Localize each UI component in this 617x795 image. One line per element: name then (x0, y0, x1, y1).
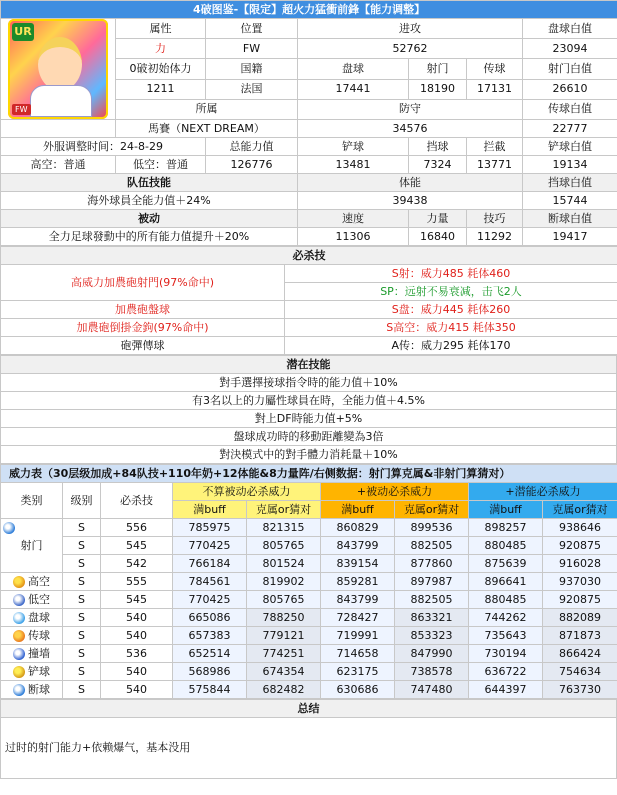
power-value-cell: 770425 (173, 537, 247, 555)
power-value-cell: 875639 (469, 555, 543, 573)
high-icon (13, 576, 25, 588)
skill-power-cell: 540 (101, 627, 173, 645)
group-base: 不算被动必杀威力 (173, 483, 321, 501)
value-attribute: 力 (116, 39, 206, 59)
power-value-cell: 728427 (321, 609, 395, 627)
power-value-cell: 730194 (469, 645, 543, 663)
label-power: 力量 (409, 210, 467, 228)
table-row (1, 519, 617, 537)
table-row (1, 555, 617, 573)
value-shoot-white: 26610 (523, 79, 617, 99)
power-value-cell: 738578 (395, 663, 469, 681)
label-physical: 体能 (298, 174, 523, 192)
label-position: 位置 (206, 19, 298, 39)
power-value-cell: 770425 (173, 591, 247, 609)
skill-power-cell: 545 (101, 591, 173, 609)
potential-item: 對上DF時能力值+5% (1, 410, 617, 428)
value-club: 馬賽（NEXT DREAM） (116, 120, 298, 138)
label-intercept-white: 断球白值 (523, 210, 617, 228)
power-value-cell: 859281 (321, 573, 395, 591)
label-total: 总能力值 (206, 138, 298, 156)
power-value-cell: 805765 (247, 591, 321, 609)
value-passive: 全力足球發動中的所有能力值提升＋20% (1, 228, 298, 246)
special-skills-table (0, 246, 617, 355)
page-title: 4破图鉴-【限定】超火力猛衝前鋒【能力调整】 (1, 1, 617, 19)
special-skill-4-power: A传：威力295 耗体170 (285, 337, 617, 355)
pass-icon (13, 630, 25, 642)
power-value-cell: 665086 (173, 609, 247, 627)
power-value-cell: 785975 (173, 519, 247, 537)
power-value-cell: 763730 (543, 681, 617, 699)
category-cell (1, 645, 63, 663)
power-value-cell: 871873 (543, 627, 617, 645)
value-attack: 52762 (298, 39, 523, 59)
player-face (38, 37, 82, 91)
table-row (1, 573, 617, 591)
value-dribble: 17441 (298, 79, 409, 99)
power-value-cell: 880485 (469, 537, 543, 555)
power-value-cell: 774251 (247, 645, 321, 663)
player-shirt (30, 85, 92, 117)
group-passive: +被动必杀威力 (321, 483, 469, 501)
power-value-cell: 819902 (247, 573, 321, 591)
label-tackle-white: 铲球白值 (523, 138, 617, 156)
summary-text: 过时的射门能力+依赖爆气，基本没用 (1, 718, 617, 779)
power-value-cell: 747480 (395, 681, 469, 699)
power-value-cell: 821315 (247, 519, 321, 537)
value-dribble-white: 23094 (523, 39, 617, 59)
power-value-cell: 920875 (543, 591, 617, 609)
sub-full-buff: 满buff (469, 501, 543, 519)
category-label: 射门 (20, 538, 43, 552)
skill-power-cell: 540 (101, 609, 173, 627)
value-defense: 34576 (298, 120, 523, 138)
value-intercept: 13771 (467, 156, 523, 174)
value-total: 126776 (206, 156, 298, 174)
level-cell: S (63, 537, 101, 555)
group-potential: +潜能必杀威力 (469, 483, 617, 501)
power-value-cell: 623175 (321, 663, 395, 681)
power-value-cell: 882505 (395, 591, 469, 609)
skill-power-cell: 540 (101, 663, 173, 681)
label-block: 挡球 (409, 138, 467, 156)
value-position: FW (206, 39, 298, 59)
label-passive: 被动 (1, 210, 298, 228)
category-label: 盘球 (28, 610, 50, 624)
label-tackle: 铲球 (298, 138, 409, 156)
level-cell: S (63, 645, 101, 663)
value-block-white: 15744 (523, 192, 617, 210)
power-value-cell: 801524 (247, 555, 321, 573)
sub-full-buff: 满buff (173, 501, 247, 519)
label-shoot-white: 射门白值 (523, 59, 617, 79)
label-defense: 防守 (298, 99, 523, 119)
power-value-cell: 788250 (247, 609, 321, 627)
power-value-cell: 880485 (469, 591, 543, 609)
power-value-cell: 644397 (469, 681, 543, 699)
power-value-cell: 938646 (543, 519, 617, 537)
power-value-cell: 719991 (321, 627, 395, 645)
label-update-date: 外服调整时间：24-8-29 (1, 138, 206, 156)
label-club: 所属 (116, 99, 298, 119)
value-intercept-white: 19417 (523, 228, 617, 246)
level-cell: S (63, 555, 101, 573)
summary-header: 总结 (1, 700, 617, 718)
category-cell (1, 591, 63, 609)
special-header: 必杀技 (1, 247, 617, 265)
col-category: 类别 (1, 483, 63, 519)
table-row (1, 609, 617, 627)
value-physical: 39438 (298, 192, 523, 210)
value-team-skill: 海外球員全能力值＋24% (1, 192, 298, 210)
value-shoot: 18190 (409, 79, 467, 99)
label-intercept: 拦截 (467, 138, 523, 156)
power-value-cell: 937030 (543, 573, 617, 591)
value-technique: 11292 (467, 228, 523, 246)
skill-power-cell: 536 (101, 645, 173, 663)
level-cell: S (63, 609, 101, 627)
level-cell: S (63, 627, 101, 645)
label-attribute: 属性 (116, 19, 206, 39)
label-pass: 传球 (467, 59, 523, 79)
value-stamina: 1211 (116, 79, 206, 99)
power-value-cell: 754634 (543, 663, 617, 681)
power-table (0, 464, 617, 699)
low-icon (13, 594, 25, 606)
category-label: 传球 (28, 628, 50, 642)
power-value-cell: 916028 (543, 555, 617, 573)
player-card (1, 19, 116, 120)
power-value-cell: 779121 (247, 627, 321, 645)
category-cell (1, 573, 63, 591)
power-value-cell: 805765 (247, 537, 321, 555)
label-technique: 技巧 (467, 210, 523, 228)
skill-power-cell: 545 (101, 537, 173, 555)
special-skill-1: 高威力加農砲射門(97%命中) (1, 265, 285, 301)
category-label: 断球 (28, 682, 50, 696)
table-row (1, 537, 617, 555)
power-value-cell: 898257 (469, 519, 543, 537)
category-cell (1, 681, 63, 699)
value-block: 7324 (409, 156, 467, 174)
special-skill-2: 加農砲盤球 (1, 301, 285, 319)
power-value-cell: 863321 (395, 609, 469, 627)
power-value-cell: 847990 (395, 645, 469, 663)
skill-power-cell: 555 (101, 573, 173, 591)
col-level: 级别 (63, 483, 101, 519)
level-cell: S (63, 591, 101, 609)
potential-item: 對手選擇接球指令時的能力值＋10% (1, 374, 617, 392)
power-value-cell: 853323 (395, 627, 469, 645)
label-team-skill: 队伍技能 (1, 174, 298, 192)
power-value-cell: 575844 (173, 681, 247, 699)
special-skill-1-sp: SP：远射不易衰减，击飞2人 (285, 283, 617, 301)
table-row (1, 591, 617, 609)
rarity-badge: UR (12, 23, 34, 41)
value-power: 16840 (409, 228, 467, 246)
special-skill-1-power: S射：威力485 耗体460 (285, 265, 617, 283)
dribble-icon (13, 612, 25, 624)
potential-item: 對決模式中的對手體力消耗量＋10% (1, 446, 617, 464)
power-value-cell: 735643 (469, 627, 543, 645)
skill-power-cell: 540 (101, 681, 173, 699)
value-pass-white: 22777 (523, 120, 617, 138)
power-value-cell: 674354 (247, 663, 321, 681)
power-value-cell: 897987 (395, 573, 469, 591)
intercept-icon (13, 684, 25, 696)
value-tackle-white: 19134 (523, 156, 617, 174)
power-value-cell: 920875 (543, 537, 617, 555)
power-header: 威力表（30层级加成+84队技+110年奶+12体能&8力量阵/右侧数据：射门算克属&非射门算猜对） (1, 465, 617, 483)
potential-item: 有3名以上的力屬性球員在時，全能力值＋4.5% (1, 392, 617, 410)
category-label: 铲球 (28, 664, 50, 678)
power-value-cell: 866424 (543, 645, 617, 663)
label-shoot: 射门 (409, 59, 467, 79)
power-value-cell: 714658 (321, 645, 395, 663)
power-value-cell: 860829 (321, 519, 395, 537)
power-value-cell: 882505 (395, 537, 469, 555)
special-skill-2-power: S盘：威力445 耗体260 (285, 301, 617, 319)
power-value-cell: 896641 (469, 573, 543, 591)
sub-counter: 克属or猜对 (247, 501, 321, 519)
power-value-cell: 568986 (173, 663, 247, 681)
power-value-cell: 839154 (321, 555, 395, 573)
wall-icon (13, 648, 25, 660)
power-value-cell: 766184 (173, 555, 247, 573)
tackle-icon (13, 666, 25, 678)
category-cell (1, 663, 63, 681)
power-value-cell: 882089 (543, 609, 617, 627)
player-portrait (8, 19, 108, 119)
value-tackle: 13481 (298, 156, 409, 174)
level-cell: S (63, 519, 101, 537)
special-skill-4: 砲彈傳球 (1, 337, 285, 355)
label-dribble-white: 盘球白值 (523, 19, 617, 39)
potential-item: 盤球成功時的移動距離變為3倍 (1, 428, 617, 446)
table-row (1, 645, 617, 663)
table-row (1, 627, 617, 645)
label-dribble: 盘球 (298, 59, 409, 79)
sub-full-buff: 满buff (321, 501, 395, 519)
power-value-cell: 657383 (173, 627, 247, 645)
skill-power-cell: 556 (101, 519, 173, 537)
value-speed: 11306 (298, 228, 409, 246)
power-value-cell: 877860 (395, 555, 469, 573)
table-row (1, 663, 617, 681)
level-cell: S (63, 681, 101, 699)
power-value-cell: 636722 (469, 663, 543, 681)
position-badge: FW (12, 104, 31, 115)
power-value-cell: 899536 (395, 519, 469, 537)
value-nationality: 法国 (206, 79, 298, 99)
stats-table (0, 0, 617, 246)
skill-power-cell: 542 (101, 555, 173, 573)
special-skill-3: 加農砲倒掛金鉤(97%命中) (1, 319, 285, 337)
category-label: 撞墙 (28, 646, 50, 660)
power-value-cell: 843799 (321, 591, 395, 609)
label-stamina: 0破初始体力 (116, 59, 206, 79)
label-pass-white: 传球白值 (523, 99, 617, 119)
category-shoot (1, 519, 63, 573)
power-value-cell: 744262 (469, 609, 543, 627)
table-row (1, 681, 617, 699)
power-value-cell: 652514 (173, 645, 247, 663)
label-nationality: 国籍 (206, 59, 298, 79)
potential-skills-table (0, 355, 617, 464)
power-rows (1, 519, 617, 699)
shoot-icon (3, 522, 15, 534)
sub-counter: 克属or猜对 (543, 501, 617, 519)
value-high: 高空：普通 (1, 156, 116, 174)
level-cell: S (63, 663, 101, 681)
summary-table (0, 699, 617, 779)
power-value-cell: 784561 (173, 573, 247, 591)
power-value-cell: 682482 (247, 681, 321, 699)
special-skill-3-power: S高空：威力415 耗体350 (285, 319, 617, 337)
label-block-white: 挡球白值 (523, 174, 617, 192)
level-cell: S (63, 573, 101, 591)
category-label: 高空 (28, 574, 50, 588)
category-cell (1, 609, 63, 627)
label-speed: 速度 (298, 210, 409, 228)
label-attack: 进攻 (298, 19, 523, 39)
value-pass: 17131 (467, 79, 523, 99)
category-cell (1, 627, 63, 645)
col-skill: 必杀技 (101, 483, 173, 519)
power-value-cell: 843799 (321, 537, 395, 555)
sub-counter: 克属or猜对 (395, 501, 469, 519)
value-low: 低空：普通 (116, 156, 206, 174)
category-label: 低空 (28, 592, 50, 606)
potential-header: 潜在技能 (1, 356, 617, 374)
power-value-cell: 630686 (321, 681, 395, 699)
